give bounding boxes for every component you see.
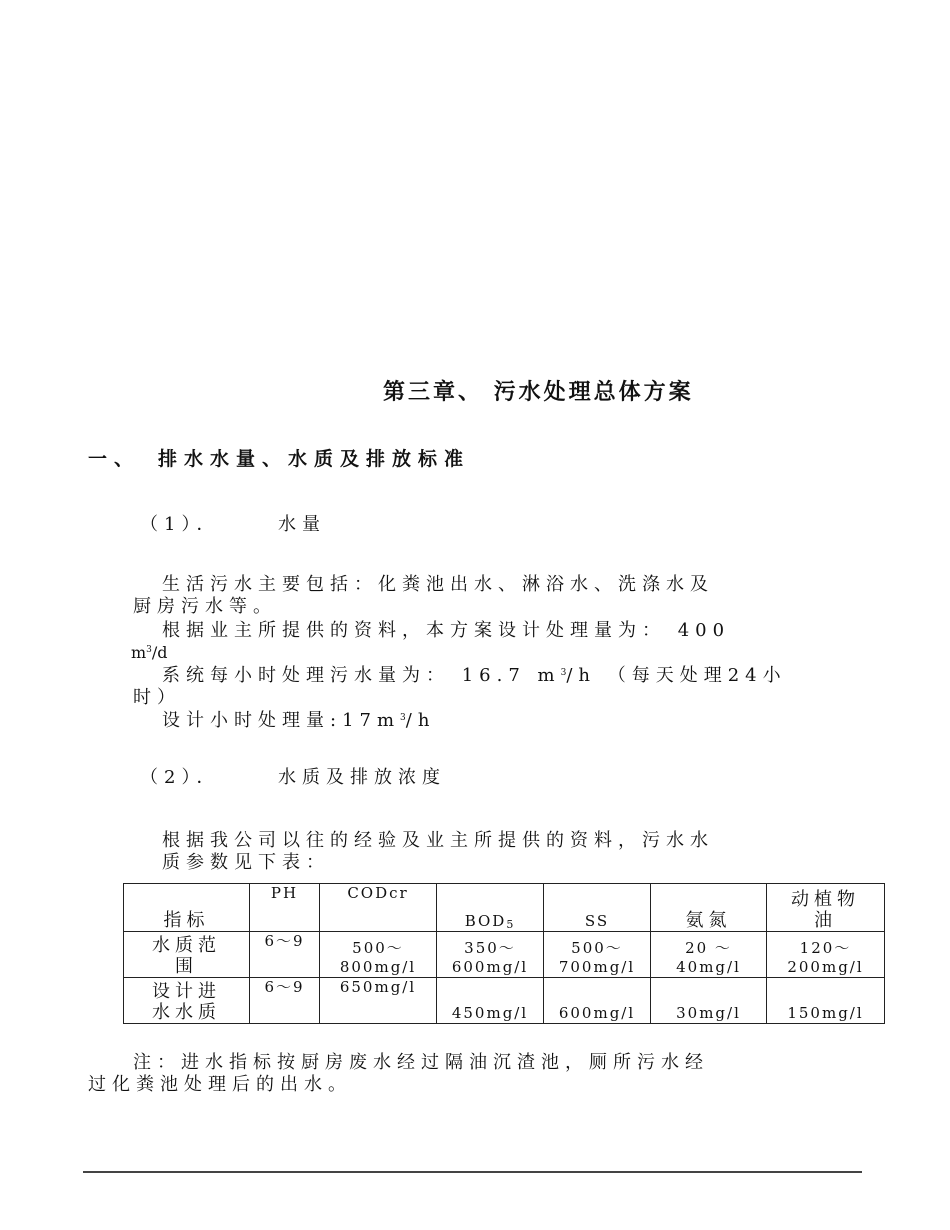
note-text-line: 过化粪池处理后的出水。 [88,1074,352,1095]
quality-text-line: 质参数见下表： [162,852,330,873]
cell-line: 350～ [464,939,516,957]
unit-text: /d [151,643,168,662]
row-label-line: 水质范 [152,935,221,956]
header-oil-line: 油 [814,910,837,931]
section-title: 排水水量、水质及排放标准 [158,448,471,470]
row-label [124,978,250,1024]
cell-ss [544,932,651,978]
header-indicator: 指标 [124,884,250,932]
cell-line: 20 ～ [685,939,732,957]
cell-line: 500～ [352,939,404,957]
subsection-title: 水质及排放浓度 [278,767,446,788]
water-quality-table [123,883,885,1024]
cell-cod [320,932,437,978]
bod-text: BOD [464,912,507,930]
cell-line: 200mg/l [787,958,864,976]
volume-text-line [131,643,168,663]
table-row-range [124,932,885,978]
subsection-label: （2）． [140,767,221,788]
header-oil-line: 动植物 [791,889,860,910]
text-part: 系统每小时处理污水量为： 16.7 m [162,665,561,686]
subscript: 5 [506,918,516,931]
note-text-line: 注：进水指标按厨房废水经过隔油沉渣池，厕所污水经 [133,1052,709,1073]
unit-text: m [131,643,147,662]
cell-oil: 150mg/l [767,978,885,1024]
row-label-line: 设计进 [152,981,221,1002]
row-label-line: 水水质 [152,1002,221,1023]
header-bod [437,884,544,932]
header-ph: PH [250,884,320,932]
cell-ph: 6～9 [250,932,320,978]
cell-oil [767,932,885,978]
superscript: 3 [560,668,567,678]
superscript: 3 [146,645,152,655]
cell-bod [437,932,544,978]
volume-text-line [162,710,435,732]
cell-ph: 6～9 [250,978,320,1024]
superscript: 3 [400,713,406,723]
header-ammonia: 氨氮 [651,884,767,932]
cell-line: 40mg/l [676,958,741,976]
subsection-label: （1）． [140,514,221,535]
volume-text-line: 生活污水主要包括：化粪池出水、淋浴水、洗涤水及 [162,574,714,595]
cell-line: 800mg/l [339,958,417,976]
cell-ammonia: 30mg/l [651,978,767,1024]
cell-ss: 600mg/l [544,978,651,1024]
table-row-design [124,978,885,1024]
cell-line: 600mg/l [451,958,529,976]
row-label [124,932,250,978]
subsection-title: 水量 [278,514,326,535]
header-ss: SS [544,884,651,932]
cell-cod: 650mg/l [320,978,437,1024]
table-header-row [124,884,885,932]
cell-line: 700mg/l [558,958,636,976]
header-cod: CODcr [320,884,437,932]
cell-ammonia [651,932,767,978]
cell-bod: 450mg/l [437,978,544,1024]
quality-text-line: 根据我公司以往的经验及业主所提供的资料，污水水 [162,830,714,851]
text-part: /h （每天处理24小 [566,665,787,686]
cell-line: 500～ [571,939,623,957]
text-part: /h [405,710,436,731]
volume-text-line: 时） [133,687,181,708]
volume-text-line [162,665,787,687]
footer-divider [83,1171,862,1173]
section-number: 一、 [88,448,141,470]
subsection-heading-volume [140,510,326,536]
subsection-heading-quality [140,763,446,789]
cell-line: 120～ [799,939,852,957]
header-oil [767,884,885,932]
row-label-line: 围 [175,956,198,977]
text-part: 设计小时处理量:17m [162,710,401,731]
section-heading [88,444,470,471]
chapter-title: 第三章、 污水处理总体方案 [383,380,694,405]
volume-text-line: 根据业主所提供的资料，本方案设计处理量为： 400 [162,620,731,641]
volume-text-line: 厨房污水等。 [133,596,277,617]
